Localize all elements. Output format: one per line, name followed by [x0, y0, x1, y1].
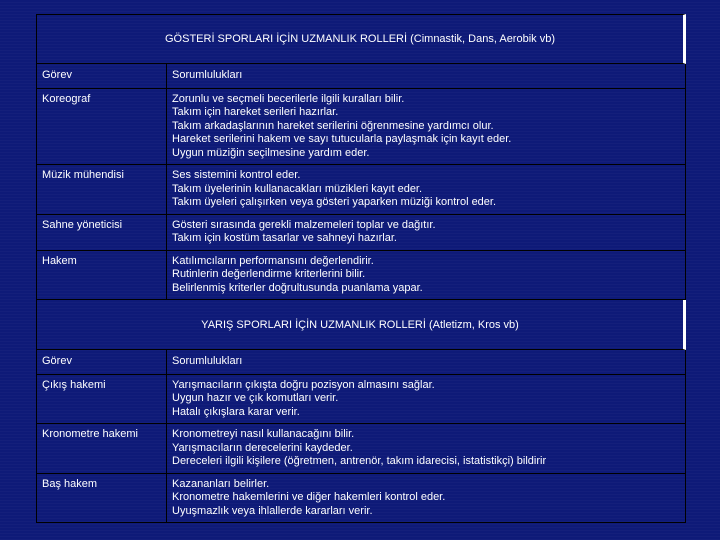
role-responsibilities: [167, 165, 685, 214]
responsibility-line: Takım üyelerinin kullanacakları müzikleri kayıt eder.: [172, 182, 423, 195]
role-responsibilities: [167, 215, 685, 250]
role-responsibilities: [167, 375, 685, 424]
table-row: [36, 89, 686, 166]
section2-header-row: [36, 350, 686, 375]
table-row: [36, 424, 686, 474]
header-responsibilities: Sorumlulukları: [172, 355, 243, 367]
table-row: [36, 474, 686, 524]
section1-title: GÖSTERİ SPORLARI İÇİN UZMANLIK ROLLERİ (Cimnastik, Dans, Aerobik vb): [36, 14, 686, 64]
header-role: Görev: [37, 350, 167, 374]
responsibility-line: Uygun hazır ve çık komutları verir.: [172, 392, 339, 404]
role-responsibilities: [167, 89, 685, 165]
role-name: Çıkış hakemi: [37, 375, 167, 424]
responsibility-line: Ses sistemini kontrol eder.: [172, 169, 301, 181]
responsibility-line: Uyuşmazlık veya ihlallerde kararları verir.: [172, 504, 373, 517]
responsibility-line: Rutinlerin değerlendirme kriterlerini bilir.: [172, 268, 366, 280]
role-responsibilities: [167, 251, 685, 300]
section1-header-row: [36, 64, 686, 89]
table-row: [36, 375, 686, 425]
role-name: Sahne yöneticisi: [37, 215, 167, 250]
responsibility-line: Yarışmacıların çıkışta doğru pozisyon almasını sağlar.: [172, 378, 435, 391]
role-name: Kronometre hakemi: [37, 424, 167, 473]
responsibility-line: Uygun müziğin seçilmesine yardım eder.: [172, 146, 370, 159]
table-row: [36, 215, 686, 251]
responsibility-line: Takım arkadaşlarının hareket serilerini öğrenmesine yardımcı olur.: [172, 119, 494, 132]
responsibility-line: Takım için kostüm tasarlar ve sahneyi hazırlar.: [172, 232, 397, 244]
table-row: [36, 251, 686, 301]
role-name: Baş hakem: [37, 474, 167, 523]
role-responsibilities: [167, 474, 685, 523]
responsibility-line: Gösteri sırasında gerekli malzemeleri toplar ve dağıtır.: [172, 218, 436, 231]
responsibility-line: Hatalı çıkışlara karar verir.: [172, 405, 300, 418]
section2-title: YARIŞ SPORLARI İÇİN UZMANLIK ROLLERİ (Atletizm, Kros vb): [36, 300, 686, 350]
role-name: Hakem: [37, 251, 167, 300]
responsibility-line: Kronometre hakemlerini ve diğer hakemleri kontrol eder.: [172, 491, 446, 503]
roles-table: [36, 14, 686, 523]
responsibility-line: Yarışmacıların derecelerini kaydeder.: [172, 441, 353, 454]
responsibility-line: Kronometreyi nasıl kullanacağını bilir.: [172, 428, 355, 440]
responsibility-line: Zorunlu ve seçmeli becerilerle ilgili kuralları bilir.: [172, 92, 405, 105]
responsibility-line: Takım için hareket serileri hazırlar.: [172, 106, 339, 118]
role-name: Koreograf: [37, 89, 167, 165]
responsibility-line: Hareket serilerini hakem ve sayı tutucularla paylaşmak için kayıt eder.: [172, 133, 512, 145]
responsibility-line: Kazananları belirler.: [172, 477, 270, 490]
role-name: Müzik mühendisi: [37, 165, 167, 214]
responsibility-line: Belirlenmiş kriterler doğrultusunda puanlama yapar.: [172, 281, 423, 294]
table-row: [36, 165, 686, 215]
responsibility-line: Katılımcıların performansını değerlendirir.: [172, 254, 374, 267]
responsibility-line: Takım üyeleri çalışırken veya gösteri yaparken müziği kontrol eder.: [172, 196, 497, 208]
role-responsibilities: [167, 424, 685, 473]
responsibility-line: Dereceleri ilgili kişilere (öğretmen, antrenör, takım idarecisi, istatistikçi) bildirir: [172, 455, 547, 467]
header-responsibilities: Sorumlulukları: [172, 69, 243, 81]
header-role: Görev: [37, 64, 167, 88]
